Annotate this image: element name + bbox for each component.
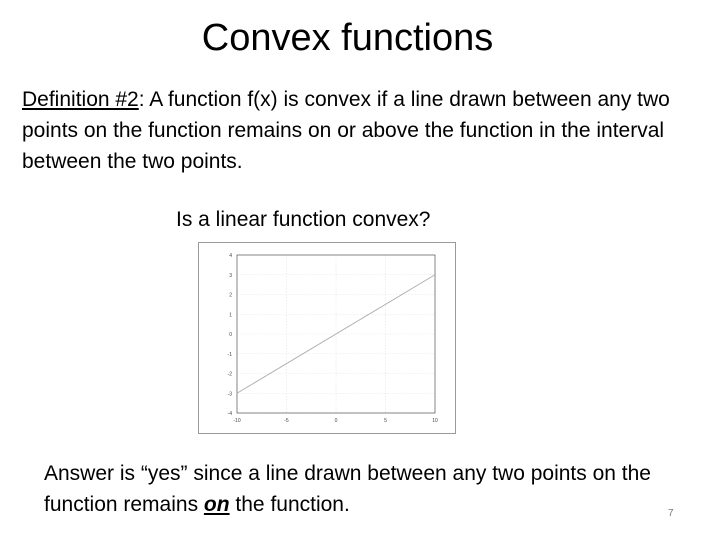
y-tick-label: 0: [229, 332, 232, 338]
x-tick-label: 5: [384, 418, 387, 424]
y-tick-label: -1: [227, 351, 232, 358]
x-tick-label: 10: [432, 418, 438, 424]
answer-emphasis: on: [203, 493, 230, 516]
definition-term: Definition #2: [22, 88, 139, 111]
x-tick-label: -5: [284, 418, 289, 424]
page-number: 7: [668, 508, 674, 519]
y-tick-label: 2: [229, 292, 232, 299]
y-tick-label: -4: [227, 411, 232, 417]
y-tick-label: 4: [229, 253, 232, 259]
x-tick-label: -10: [233, 418, 241, 424]
definition-paragraph: [22, 84, 702, 177]
y-tick-label: -3: [227, 391, 232, 398]
answer-text-after: the function.: [229, 493, 350, 516]
y-tick-label: 1: [229, 312, 232, 319]
y-tick-label: 3: [229, 272, 232, 279]
x-tick-label: 0: [334, 418, 338, 424]
slide-title: Convex functions: [201, 17, 494, 59]
chart-svg: [199, 243, 457, 435]
definition-text: : A function f(x) is convex if a line drawn between any two points on the function remains on or above the function in the interval between the two points.: [22, 88, 670, 173]
answer-paragraph: [44, 458, 684, 520]
y-tick-label: -2: [227, 371, 232, 378]
answer-text-before: Answer is “yes” since a line drawn between any two points on the function remains: [44, 462, 651, 516]
question-text: Is a linear function convex?: [176, 208, 431, 231]
linear-function-chart: [198, 242, 456, 434]
